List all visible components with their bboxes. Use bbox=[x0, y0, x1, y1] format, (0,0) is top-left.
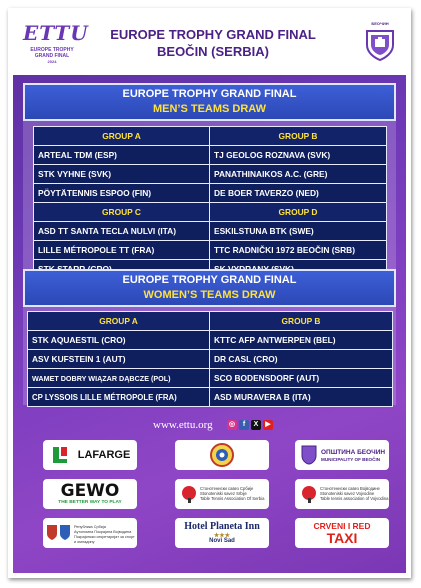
province-line3: Покрајински секретаријат за спорт и омладину bbox=[74, 535, 135, 544]
hotel-city: Novi Sad bbox=[209, 538, 235, 544]
men-group-a-team: STK VYHNE (SVK) bbox=[34, 165, 210, 184]
men-group-b-header: GROUP B bbox=[210, 127, 387, 146]
province-line2: Аутономна Покрајина Војводина bbox=[74, 530, 132, 534]
women-group-b-team: DR CASL (CRO) bbox=[210, 350, 393, 369]
women-group-b-header: GROUP B bbox=[210, 312, 393, 331]
gewo-tagline: THE BETTER WAY TO PLAY bbox=[58, 500, 122, 505]
men-banner-subtitle: MEN’S TEAMS DRAW bbox=[152, 103, 267, 115]
men-group-d-team: TTC RADNIČKI 1972 BEOČIN (SRB) bbox=[210, 241, 387, 260]
municipality-crest-icon bbox=[301, 445, 317, 465]
municipality-cyrillic: ОПШТИНА БЕОЧИН bbox=[321, 449, 386, 456]
men-group-b-team: PANATHINAIKOS A.C. (GRE) bbox=[210, 165, 387, 184]
hotel-stars-icon: ★★★ bbox=[213, 533, 231, 539]
women-draw-table bbox=[27, 311, 393, 407]
men-group-c-header: GROUP C bbox=[34, 203, 210, 222]
women-group-a-team: CP LYSSOIS LILLE MÉTROPOLE (FRA) bbox=[28, 388, 210, 407]
instagram-icon[interactable]: ◎ bbox=[228, 421, 236, 428]
men-group-a-team: PÖYTÄTENNIS ESPOO (FIN) bbox=[34, 184, 210, 203]
men-group-d-header: GROUP D bbox=[210, 203, 387, 222]
coat-of-arms-icon bbox=[46, 524, 72, 542]
taxi-line1: CRVENI I RED bbox=[313, 521, 371, 531]
tta-vojvodina-line1: Стонотениски савез Војводине bbox=[320, 486, 380, 491]
women-banner-title: EUROPE TROPHY GRAND FINAL bbox=[122, 274, 297, 286]
tta-serbia-line1: Стонотениски савез Србије bbox=[200, 486, 254, 491]
ettu-logo-sub1: EUROPE TROPHY bbox=[30, 47, 74, 53]
province-line1: Република Србија bbox=[74, 525, 106, 529]
youtube-icon[interactable]: ▶ bbox=[263, 420, 273, 430]
hotel-logo bbox=[175, 518, 269, 548]
x-icon[interactable]: X bbox=[251, 420, 261, 430]
men-group-b-team: TJ GEOLOG ROZNAVA (SVK) bbox=[210, 146, 387, 165]
men-draw-table bbox=[33, 126, 387, 279]
municipality-latin: MUNICIPALITY OF BEOČIN bbox=[321, 457, 381, 462]
tta-vojvodina-line2: Stonoteniski savez Vojvodine bbox=[320, 491, 375, 496]
ettu-logo-year: 2024 bbox=[47, 59, 57, 64]
province-logo bbox=[43, 518, 137, 548]
table-tennis-badge-icon bbox=[210, 443, 234, 467]
women-banner-subtitle: WOMEN’S TEAMS DRAW bbox=[143, 289, 276, 301]
gewo-logo bbox=[43, 479, 137, 509]
women-banner bbox=[23, 269, 396, 307]
facebook-icon[interactable]: f bbox=[239, 420, 249, 430]
women-group-b-team: ASD MURAVERA B (ITA) bbox=[210, 388, 393, 407]
header bbox=[13, 13, 406, 75]
crest-label: БЕОЧИН bbox=[371, 21, 389, 26]
men-group-d-team: ESKILSTUNA BTK (SWE) bbox=[210, 222, 387, 241]
tta-serbia-line3: Table Tennis Association Of Serbia bbox=[200, 496, 265, 501]
women-group-a-team: STK AQUAESTIL (CRO) bbox=[28, 331, 210, 350]
tta-vojvodina-line3: Table tennis association of Vojvodina bbox=[320, 496, 389, 501]
women-group-a-team: WAMET DOBRY WIĄZAR DĄBCZE (POL) bbox=[28, 369, 210, 388]
poster-frame bbox=[8, 8, 411, 578]
page-subtitle: BEOČIN (SERBIA) bbox=[157, 44, 269, 59]
men-group-c-team: ASD TT SANTA TECLA NULVI (ITA) bbox=[34, 222, 210, 241]
women-group-a-header: GROUP A bbox=[28, 312, 210, 331]
women-group-b-team: SCO BODENSDORF (AUT) bbox=[210, 369, 393, 388]
men-banner bbox=[23, 83, 396, 121]
men-group-b-team: DE BOER TAVERZO (NED) bbox=[210, 184, 387, 203]
municipality-logo bbox=[295, 440, 389, 470]
men-banner-title: EUROPE TROPHY GRAND FINAL bbox=[122, 88, 297, 100]
men-group-c-team: LILLE MÉTROPOLE TT (FRA) bbox=[34, 241, 210, 260]
beocin-crest-icon bbox=[365, 27, 395, 61]
tta-vojvodina-logo bbox=[295, 479, 389, 509]
women-group-b-team: KTTC AFP ANTWERPEN (BEL) bbox=[210, 331, 393, 350]
poster bbox=[13, 13, 406, 573]
paddle-icon bbox=[300, 485, 318, 503]
tta-serbia-logo bbox=[175, 479, 269, 509]
tta-serbia-line2: Stonoteniski savez Srbije bbox=[200, 491, 247, 496]
women-group-a-team: ASV KUFSTEIN 1 (AUT) bbox=[28, 350, 210, 369]
men-group-a-header: GROUP A bbox=[34, 127, 210, 146]
tta-badge-logo bbox=[175, 440, 269, 470]
ettu-logo bbox=[23, 21, 89, 69]
ettu-logo-sub2: GRAND FINAL bbox=[34, 53, 70, 59]
taxi-logo bbox=[295, 518, 389, 548]
lafarge-label: LAFARGE bbox=[77, 449, 131, 461]
hotel-name: Hotel Planeta Inn bbox=[184, 521, 260, 532]
gewo-label: GEWO bbox=[60, 481, 120, 501]
lafarge-logo bbox=[43, 440, 137, 470]
taxi-line2: TAXI bbox=[326, 530, 358, 546]
ettu-logo-text: ETTU bbox=[23, 21, 89, 45]
paddle-icon bbox=[180, 485, 198, 503]
website-link[interactable]: www.ettu.org bbox=[153, 419, 213, 431]
page-title: EUROPE TROPHY GRAND FINAL bbox=[110, 27, 316, 42]
men-group-a-team: ARTEAL TDM (ESP) bbox=[34, 146, 210, 165]
